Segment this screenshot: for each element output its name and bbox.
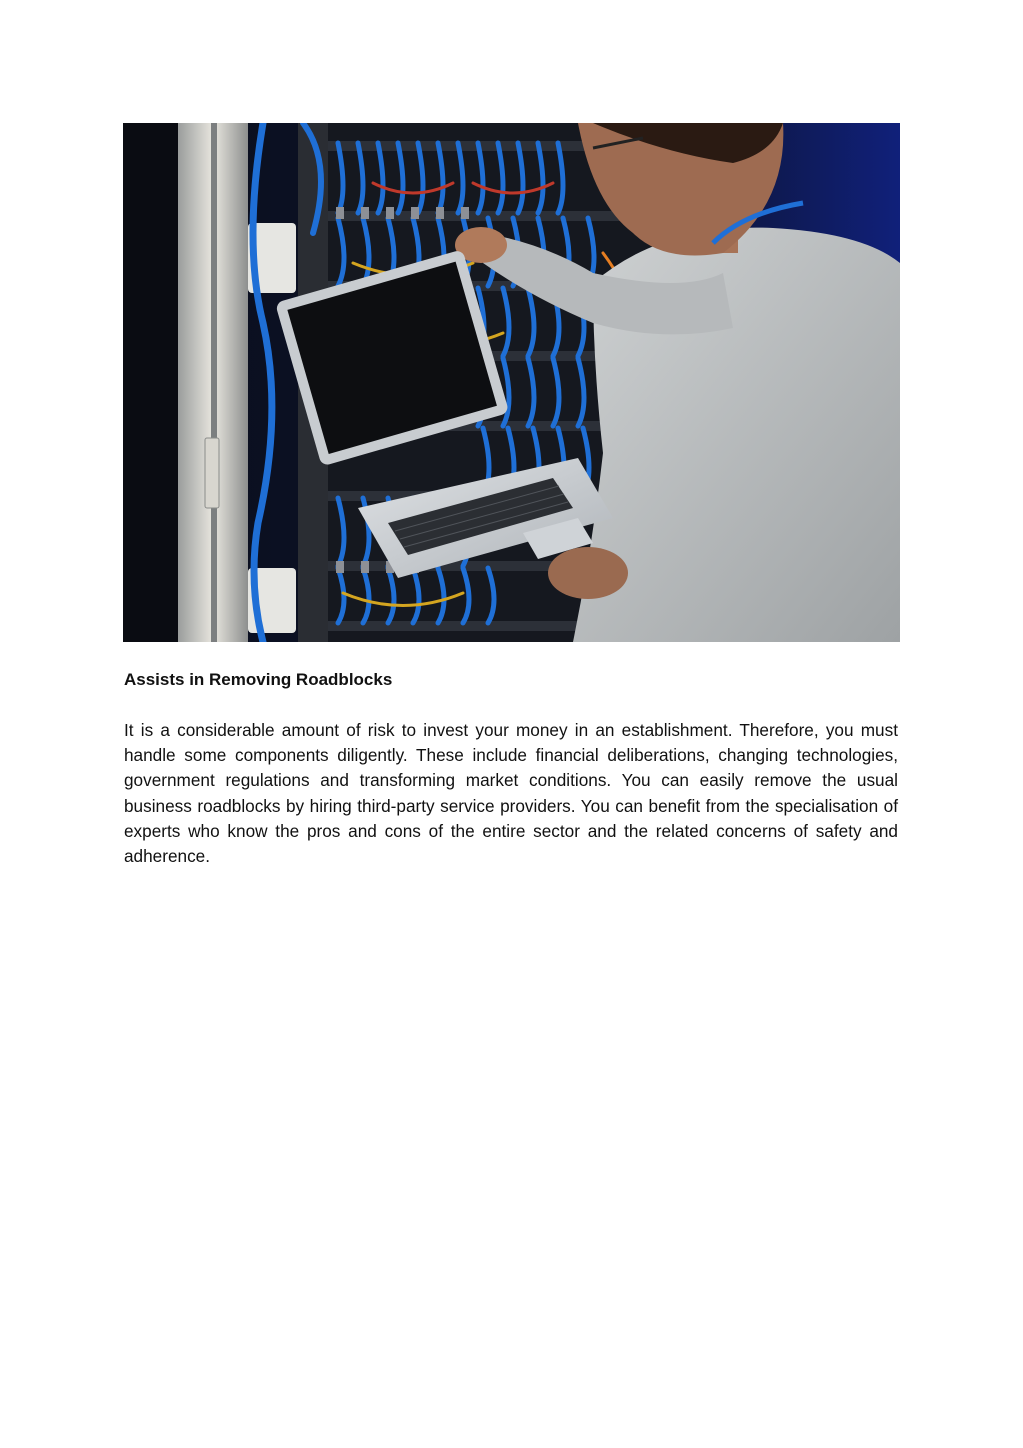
photo-server-technician-illustration [123,123,900,642]
section-heading: Assists in Removing Roadblocks [124,670,393,689]
section-paragraph: It is a considerable amount of risk to invest your money in an establishment. Therefore, you must handle some components diligently. These include financial deliberations, changing technologies, government regulations and transforming market conditions. You can easily remove the usual business roadblocks by hiring third-party service providers. You can benefit from the specialisation of experts who know the pros and cons of the entire sector and the related concerns of safety and adherence. [124,720,898,867]
server-room-photo [123,123,900,642]
